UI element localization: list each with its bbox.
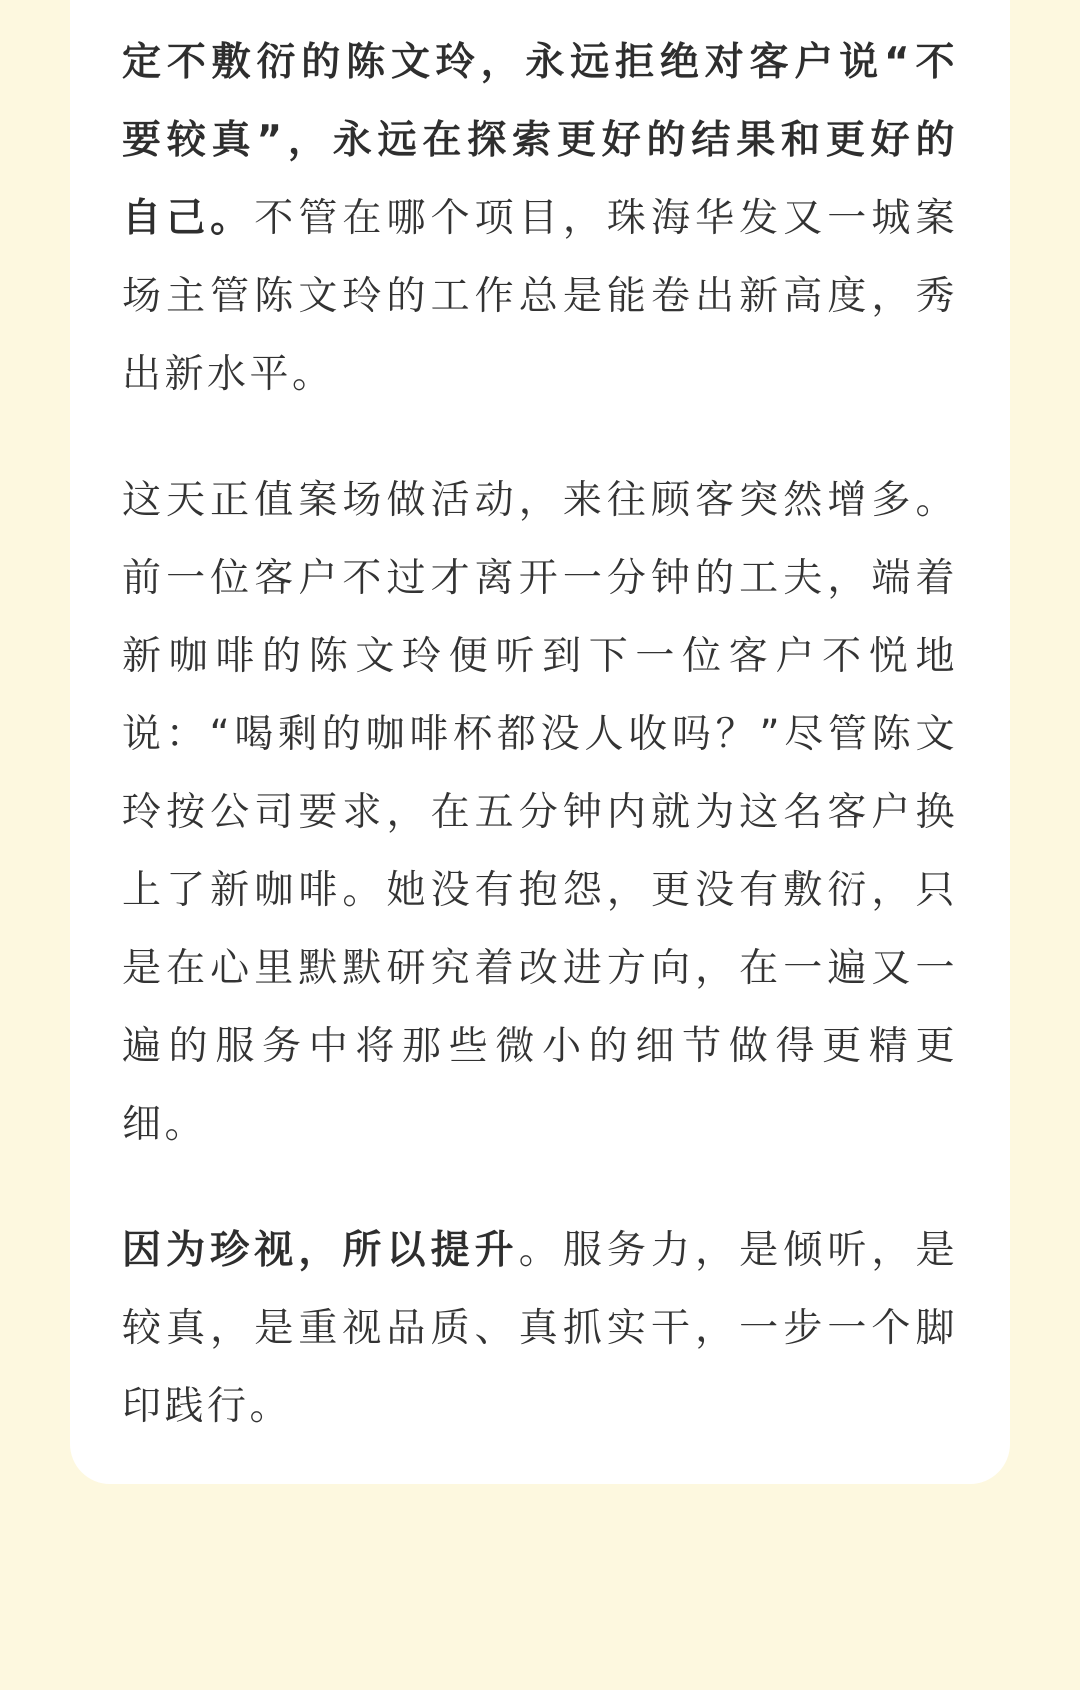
- paragraph-1-text: 不管在哪个项目，珠海华发又一城案场主管陈文玲的工作总是能卷出新高度，秀出新水平。: [122, 196, 958, 397]
- paragraph-3-emphasis: 因为珍视，所以提升: [122, 1228, 519, 1273]
- paragraph-3-text: 。服务力，是倾听，是较真，是重视品质、真抓实干，一步一个脚印践行。: [122, 1228, 958, 1429]
- paragraph-3: [122, 1212, 958, 1446]
- paragraph-1: [122, 24, 958, 414]
- paragraph-2: [122, 462, 958, 1164]
- paragraph-1-emphasis: 定不敷衍的陈文玲，永远拒绝对客户说“不要较真”，永远在探索更好的结果和更好的自己。: [122, 40, 958, 241]
- article-card: [70, 0, 1010, 1484]
- paragraph-2-text: 这天正值案场做活动，来往顾客突然增多。前一位客户不过才离开一分钟的工夫，端着新咖啡的陈文玲便听到下一位客户不悦地说：“喝剩的咖啡杯都没人收吗？”尽管陈文玲按公司要求，在五分钟内就为这名客户换上了新咖啡。她没有抱怨，更没有敷衍，只是在心里默默研究着改进方向，在一遍又一遍的服务中将那些微小的细节做得更精更细。: [122, 478, 958, 1147]
